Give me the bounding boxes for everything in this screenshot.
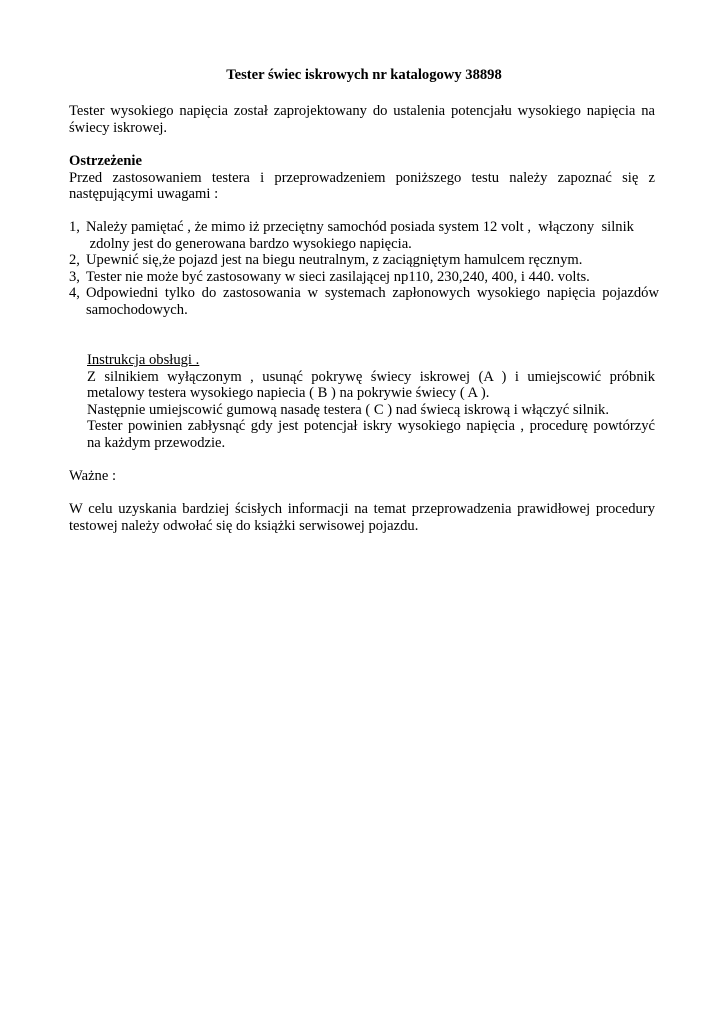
list-item-line-1: Należy pamiętać , że mimo iż przeciętny samochód posiada system 12 volt , włączony silnik <box>86 219 634 235</box>
instructions-line-4: Tester powinien zabłysnąć gdy jest potencjał iskry wysokiego napięcia , procedurę powtórzyć <box>87 418 655 434</box>
instructions-line-1: Z silnikiem wyłączonym , usunąć pokrywę świecy iskrowej (A ) i umiejscowić próbnik <box>87 368 655 385</box>
important-line-2: testowej należy odwołać się do książki serwisowej pojazdu. <box>69 517 419 534</box>
list-item-line-1: Upewnić się,że pojazd jest na biegu neutralnym, z zaciągniętym hamulcem ręcznym. <box>86 252 583 268</box>
warning-heading: Ostrzeżenie <box>69 153 142 169</box>
list-item-number: 3, <box>69 268 80 285</box>
notes-list <box>69 219 659 318</box>
list-item <box>69 285 659 318</box>
list-item-number: 4, <box>69 285 80 301</box>
intro-paragraph <box>69 103 655 136</box>
important-heading-block <box>69 468 655 485</box>
list-item-number: 2, <box>69 252 80 268</box>
warning-section <box>69 153 655 203</box>
list-item <box>69 269 659 286</box>
intro-line-1: Tester wysokiego napięcia został zaprojektowany do ustalenia potencjału wysokiego napięcia na <box>69 103 655 119</box>
list-item-number: 1, <box>69 219 80 235</box>
instructions-line-3: Następnie umiejscowić gumową nasadę testera ( C ) nad świecą iskrową i włączyć silnik. <box>87 401 609 418</box>
list-item-line-2: zdolny jest do generowana bardzo wysokiego napięcia. <box>86 235 412 252</box>
important-line-1: W celu uzyskania bardziej ścisłych informacji na temat przeprowadzenia prawidłowej procedury <box>69 501 655 517</box>
document-title: Tester świec iskrowych nr katalogowy 38898 <box>226 67 502 83</box>
warning-line-1: Przed zastosowaniem testera i przeprowadzeniem poniższego testu należy zapoznać się z <box>69 169 655 186</box>
instructions-line-5: na każdym przewodzie. <box>87 434 226 451</box>
list-item <box>69 252 659 269</box>
list-item-line-1: Odpowiedni tylko do zastosowania w systemach zapłonowych wysokiego napięcia pojazdów <box>86 285 659 301</box>
instructions-line-2: metalowy testera wysokiego napiecia ( B ) na pokrywie świecy ( A ). <box>87 385 490 401</box>
instructions-section <box>87 352 655 451</box>
intro-line-2: świecy iskrowej. <box>69 119 168 136</box>
warning-line-2: następującymi uwagami : <box>69 186 219 202</box>
list-item-line-2: samochodowych. <box>86 301 188 318</box>
important-heading: Ważne : <box>69 468 117 484</box>
important-paragraph <box>69 501 655 534</box>
list-item <box>69 219 659 252</box>
list-item-line-1: Tester nie może być zastosowany w sieci zasilającej np110, 230,240, 400, i 440. volts. <box>86 268 590 285</box>
instructions-heading: Instrukcja obsługi . <box>87 352 200 368</box>
